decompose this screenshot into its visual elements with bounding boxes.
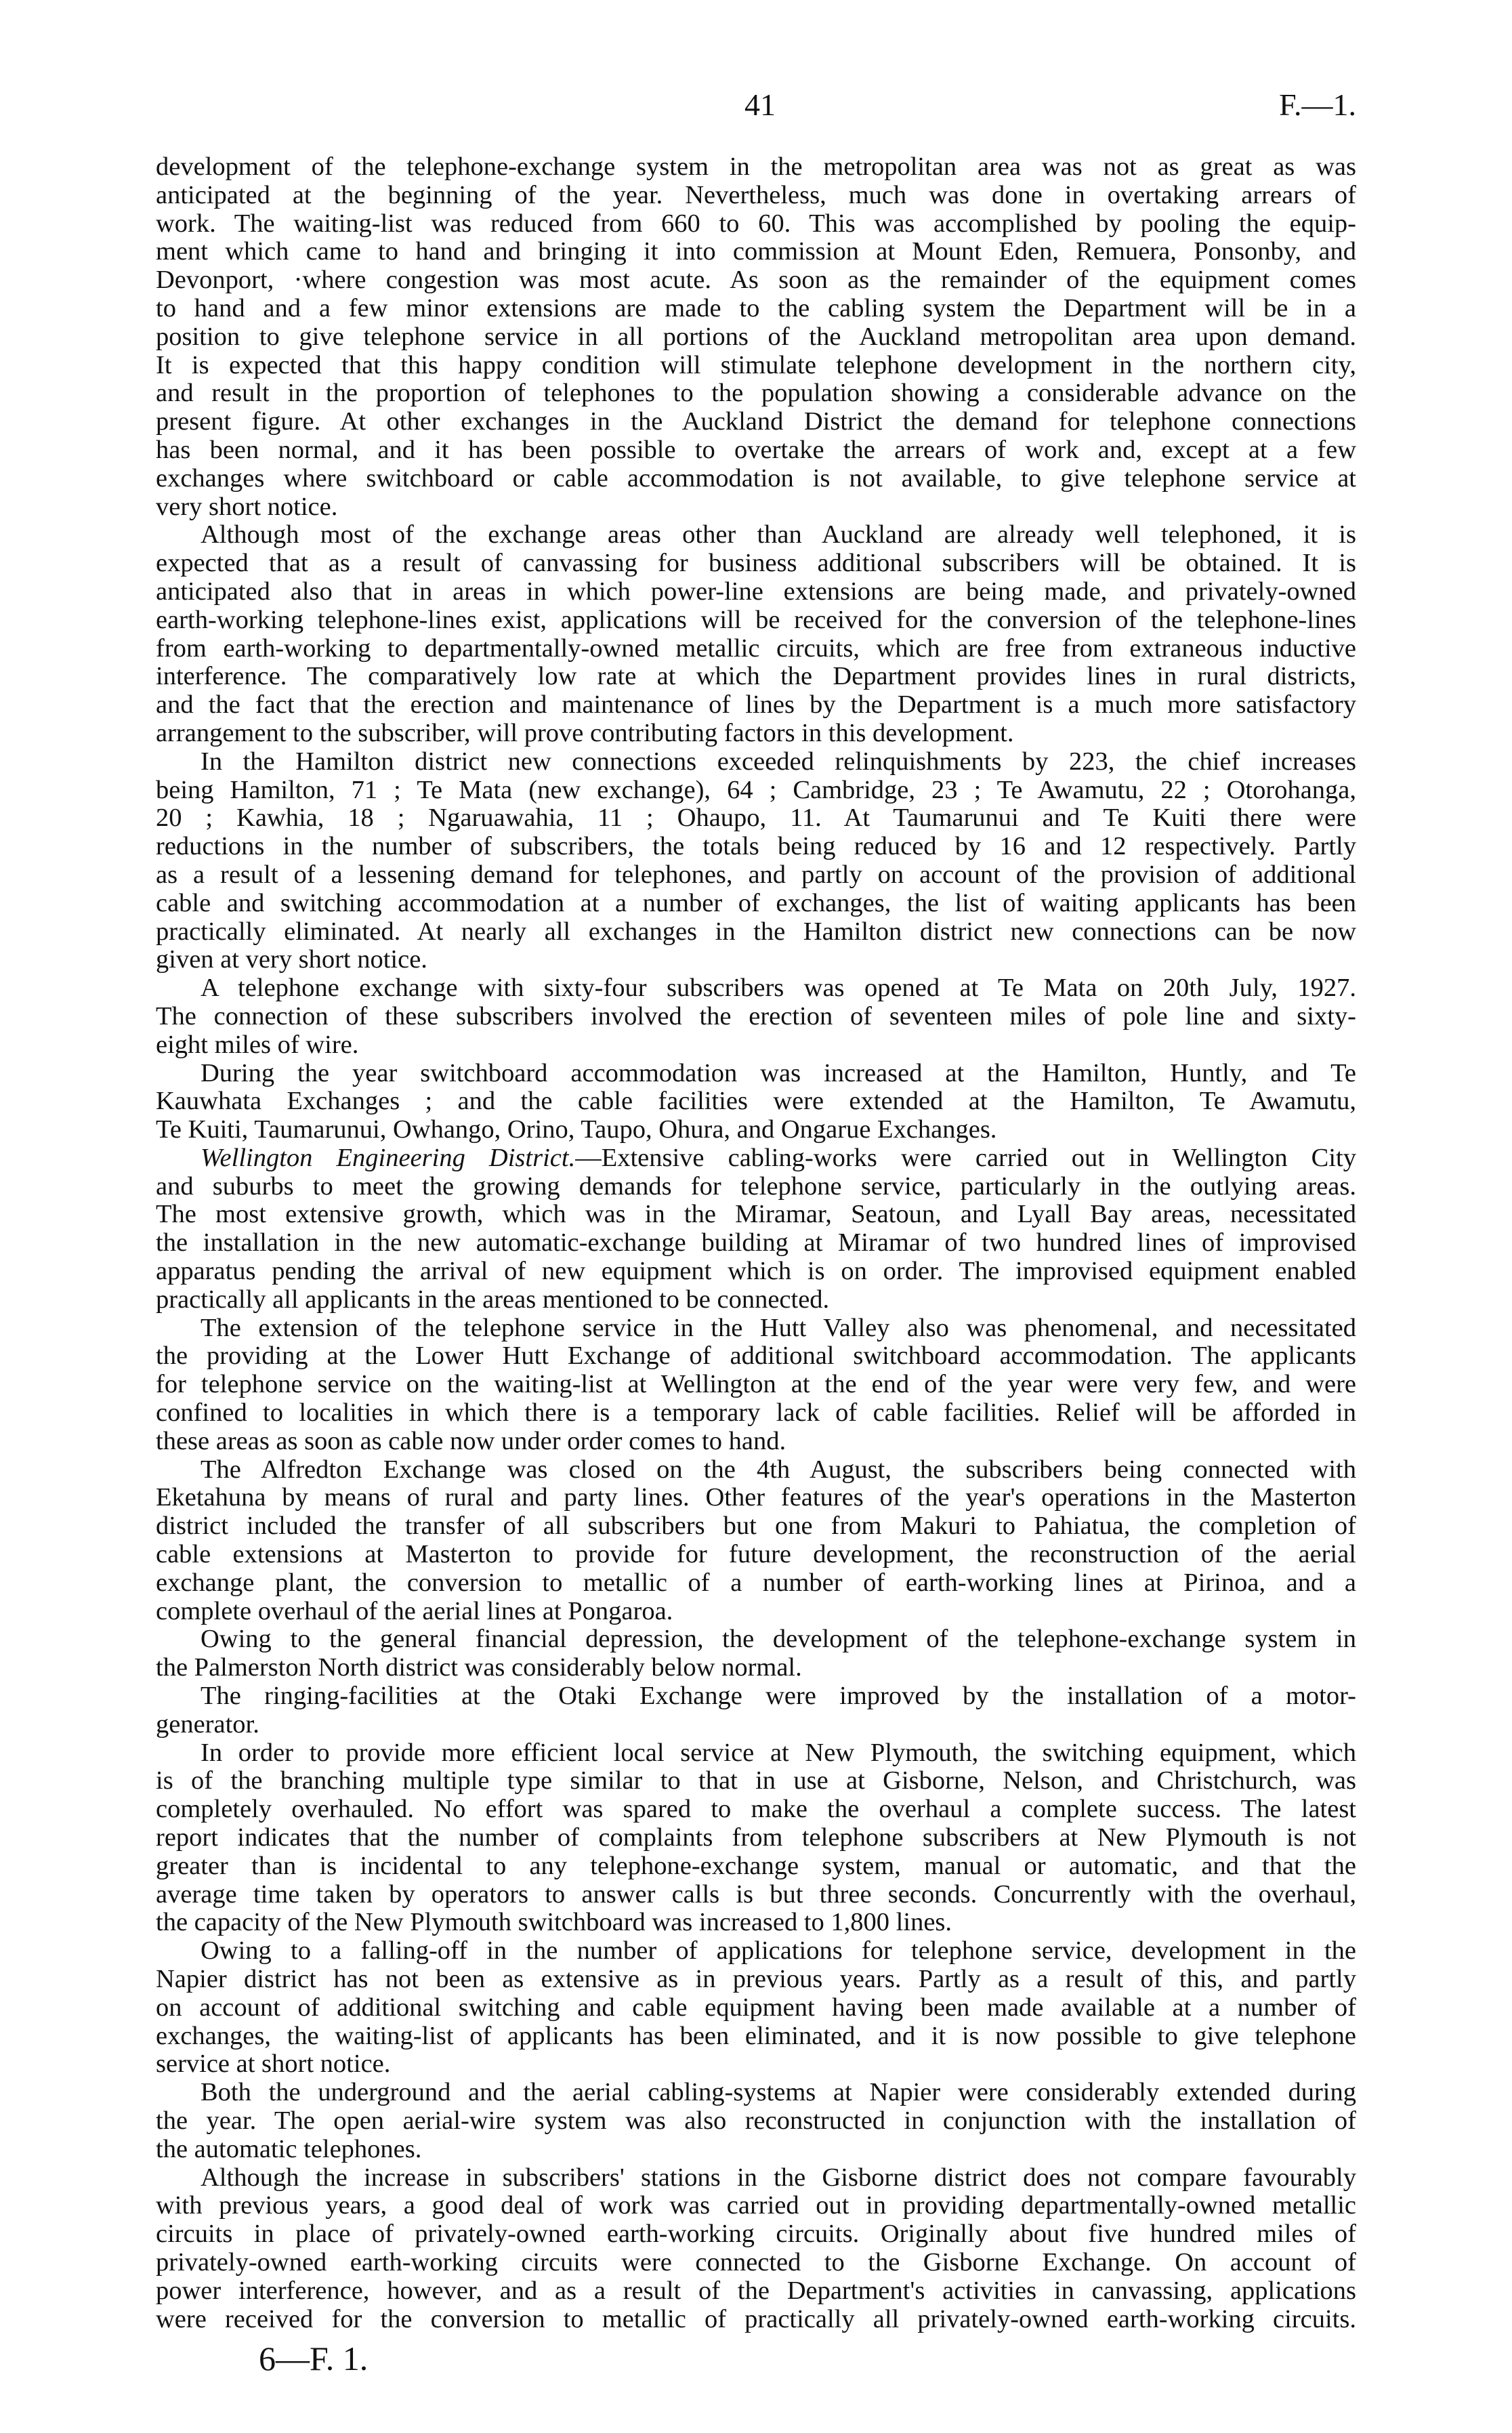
text-line: exchanges, the waiting-list of applicants has been eliminated, and it is now possible to give telephone <box>156 2021 1356 2050</box>
text-line <box>156 1144 1356 1173</box>
text-line: Although most of the exchange areas other than Auckland are already well telephoned, it is <box>201 520 1356 549</box>
text-line: Owing to a falling-off in the number of applications for telephone service, development in the <box>201 1936 1356 1966</box>
paragraph <box>156 974 1356 1059</box>
text-line: ment which came to hand and bringing it into commission at Mount Eden, Remuera, Ponsonby, and <box>156 237 1356 266</box>
text-line: greater than is incidental to any telephone-exchange system, manual or automatic, and that the <box>156 1851 1356 1880</box>
text-line: for telephone service on the waiting-list at Wellington at the end of the year were very few, and were <box>156 1370 1356 1399</box>
paragraph <box>156 1739 1356 1938</box>
paragraph <box>156 1144 1356 1314</box>
text-line: The extension of the telephone service in the Hutt Valley also was phenomenal, and necessitated <box>201 1313 1356 1342</box>
text-line: Devonport, ·where congestion was most acute. As soon as the remainder of the equipment comes <box>156 266 1356 295</box>
text-line: Te Kuiti, Taumarunui, Owhango, Orino, Taupo, Ohura, and Ongarue Exchanges. <box>156 1115 997 1144</box>
text-line: is of the branching multiple type similar to that in use at Gisborne, Nelson, and Christchurch, was <box>156 1766 1356 1795</box>
text-line: position to give telephone service in all portions of the Auckland metropolitan area upon demand. <box>156 322 1356 351</box>
paragraph <box>156 1314 1356 1456</box>
page-number: 41 <box>744 87 776 122</box>
section-heading-italic: Wellington Engineering District. <box>201 1143 576 1172</box>
text-line: the year. The open aerial-wire system was also reconstructed in conjunction with the installation of <box>156 2106 1356 2135</box>
text-line: with previous years, a good deal of work was carried out in providing departmentally-owned metallic <box>156 2191 1356 2220</box>
text-line: In order to provide more efficient local service at New Plymouth, the switching equipment, which <box>201 1738 1356 1767</box>
text-line: The ringing-facilities at the Otaki Exchange were improved by the installation of a motor- <box>201 1682 1356 1711</box>
document-reference: F.—1. <box>1279 87 1356 122</box>
text-line: present figure. At other exchanges in the Auckland District the demand for telephone connections <box>156 407 1356 436</box>
paragraph <box>156 521 1356 747</box>
text-line: Napier district has not been as extensive as in previous years. Partly as a result of this, and partly <box>156 1965 1356 1993</box>
text-line: reductions in the number of subscribers, the totals being reduced by 16 and 12 respectively. Partly <box>156 832 1356 861</box>
text-line: practically eliminated. At nearly all exchanges in the Hamilton district new connections can be now <box>156 917 1356 946</box>
text-line: apparatus pending the arrival of new equipment which is on order. The improvised equipment enabled <box>156 1257 1356 1286</box>
text-line: The most extensive growth, which was in the Miramar, Seatoun, and Lyall Bay areas, necessitated <box>156 1200 1356 1229</box>
text-line: generator. <box>156 1709 259 1739</box>
text-line: During the year switchboard accommodation was increased at the Hamilton, Huntly, and Te <box>201 1058 1356 1087</box>
text-line: average time taken by operators to answer calls is but three seconds. Concurrently with the overhaul, <box>156 1879 1356 1909</box>
text-line: In the Hamilton district new connections exceeded relinquishments by 223, the chief increases <box>201 747 1356 776</box>
text-line: Eketahuna by means of rural and party lines. Other features of the year's operations in the Masterton <box>156 1483 1356 1512</box>
text-line: The connection of these subscribers involved the erection of seventeen miles of pole line and sixty- <box>156 1001 1356 1031</box>
text-line: circuits in place of privately-owned earth-working circuits. Originally about five hundred miles of <box>156 2220 1356 2249</box>
text-line: Owing to the general financial depression, the development of the telephone-exchange system in <box>201 1625 1356 1654</box>
text-line: eight miles of wire. <box>156 1030 359 1059</box>
text-line: Both the underground and the aerial cabling-systems at Napier were considerably extended during <box>201 2078 1356 2107</box>
text-line: work. The waiting-list was reduced from 660 to 60. This was accomplished by pooling the equip- <box>156 209 1356 238</box>
text-line: to hand and a few minor extensions are made to the cabling system the Department will be in a <box>156 293 1356 323</box>
text-line: has been normal, and it has been possible to overtake the arrears of work and, except at a few <box>156 435 1356 464</box>
paragraph <box>156 748 1356 974</box>
text-line: from earth-working to departmentally-owned metallic circuits, which are free from extraneous inductive <box>156 633 1356 663</box>
paragraph <box>156 1625 1356 1682</box>
text-line: exchange plant, the conversion to metallic of a number of earth-working lines at Pirinoa, and a <box>156 1568 1356 1597</box>
paragraph <box>156 2164 1356 2334</box>
text-line: on account of additional switching and cable equipment having been made available at a number of <box>156 1993 1356 2022</box>
text-line: earth-working telephone-lines exist, applications will be received for the conversion of the telephone-lines <box>156 605 1356 634</box>
text-line: interference. The comparatively low rate at which the Department provides lines in rural districts, <box>156 662 1356 691</box>
text-line: the capacity of the New Plymouth switchboard was increased to 1,800 lines. <box>156 1908 952 1937</box>
text-line: Although the increase in subscribers' stations in the Gisborne district does not compare favourably <box>201 2163 1356 2192</box>
text-line: development of the telephone-exchange system in the metropolitan area was not as great as was <box>156 152 1356 181</box>
text-line: and suburbs to meet the growing demands for telephone service, particularly in the outlying areas. <box>156 1171 1356 1201</box>
text-line: Kauwhata Exchanges ; and the cable facilities were extended at the Hamilton, Te Awamutu, <box>156 1087 1356 1116</box>
text-line: the installation in the new automatic-exchange building at Miramar of two hundred lines of improvised <box>156 1228 1356 1257</box>
printer-signature: 6—F. 1. <box>259 2340 369 2377</box>
text-line: It is expected that this happy condition will stimulate telephone development in the northern city, <box>156 350 1356 379</box>
paragraph <box>156 1682 1356 1739</box>
text-line: power interference, however, and as a result of the Department's activities in canvassing, applications <box>156 2276 1356 2305</box>
text-line: the providing at the Lower Hutt Exchange of additional switchboard accommodation. The applicants <box>156 1342 1356 1371</box>
text-line: the automatic telephones. <box>156 2134 422 2163</box>
text-line: being Hamilton, 71 ; Te Mata (new exchange), 64 ; Cambridge, 23 ; Te Awamutu, 22 ; Otorohanga, <box>156 775 1356 804</box>
text-line: practically all applicants in the areas mentioned to be connected. <box>156 1285 830 1314</box>
paragraph <box>156 1456 1356 1626</box>
text-line: and result in the proportion of telephones to the population showing a considerable advance on the <box>156 379 1356 408</box>
text-line: arrangement to the subscriber, will prove contributing factors in this development. <box>156 718 1014 747</box>
text-line: very short notice. <box>156 492 338 521</box>
paragraph <box>156 1060 1356 1144</box>
text-line: completely overhauled. No effort was spared to make the overhaul a complete success. The latest <box>156 1795 1356 1824</box>
paragraph <box>156 1937 1356 2079</box>
text-line: 20 ; Kawhia, 18 ; Ngaruawahia, 11 ; Ohaupo, 11. At Taumarunui and Te Kuiti there were <box>156 804 1356 833</box>
paragraph <box>156 2079 1356 2163</box>
text-line: as a result of a lessening demand for telephones, and partly on account of the provision of additional <box>156 860 1356 889</box>
text-line: given at very short notice. <box>156 945 427 974</box>
text-line: confined to localities in which there is a temporary lack of cable facilities. Relief will be afforded in <box>156 1398 1356 1428</box>
text-line: privately-owned earth-working circuits were connected to the Gisborne Exchange. On account of <box>156 2247 1356 2276</box>
text-line: were received for the conversion to metallic of practically all privately-owned earth-working circuits. <box>156 2304 1356 2333</box>
text-line: the Palmerston North district was considerably below normal. <box>156 1653 802 1682</box>
text-line: cable extensions at Masterton to provide for future development, the reconstruction of the aerial <box>156 1540 1356 1569</box>
text-line: and the fact that the erection and maintenance of lines by the Department is a much more satisfactory <box>156 690 1356 720</box>
text-line: district included the transfer of all subscribers but one from Makuri to Pahiatua, the completion of <box>156 1512 1356 1541</box>
text-line: complete overhaul of the aerial lines at Pongaroa. <box>156 1596 673 1625</box>
text-line: service at short notice. <box>156 2050 391 2079</box>
text-line: expected that as a result of canvassing for business additional subscribers will be obtained. It is <box>156 549 1356 578</box>
text-line: report indicates that the number of complaints from telephone subscribers at New Plymouth is not <box>156 1823 1356 1852</box>
text-line: anticipated also that in areas in which power-line extensions are being made, and privately-owned <box>156 577 1356 606</box>
text-line: exchanges where switchboard or cable accommodation is not available, to give telephone service at <box>156 463 1356 493</box>
body-text <box>156 153 1356 2333</box>
text-line: these areas as soon as cable now under order comes to hand. <box>156 1426 786 1455</box>
text-line: cable and switching accommodation at a number of exchanges, the list of waiting applicants has been <box>156 888 1356 917</box>
text-line-rest: —Extensive cabling-works were carried out in Wellington City <box>575 1143 1357 1172</box>
text-line: The Alfredton Exchange was closed on the 4th August, the subscribers being connected with <box>201 1455 1356 1484</box>
text-line: anticipated at the beginning of the year. Nevertheless, much was done in overtaking arrears of <box>156 180 1356 209</box>
text-line: A telephone exchange with sixty-four subscribers was opened at Te Mata on 20th July, 1927. <box>201 974 1356 1003</box>
paragraph <box>156 153 1356 521</box>
